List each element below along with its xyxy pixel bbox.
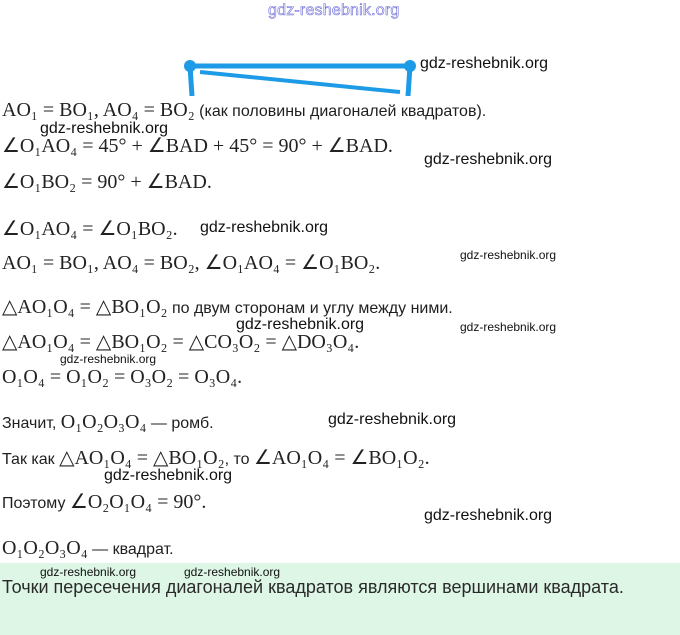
proof-line-2 (2, 136, 393, 158)
text-fragment: Так как (2, 451, 60, 468)
figure-vertex-right (404, 60, 416, 72)
figure-fragment (180, 56, 430, 96)
watermark: gdz-reshebnik.org (236, 316, 365, 333)
text-fragment: Значит, (2, 415, 61, 432)
math-expr: AO₁ = BO₁, AO₄ = BO₂, ∠O₁AO₄ = ∠O₁BO₂. (2, 252, 381, 274)
text-fragment: — ромб. (146, 415, 214, 432)
math-expr: ∠O₁AO₄ = ∠O₁BO₂. (2, 218, 178, 240)
figure-vertex-left (184, 60, 196, 72)
text-fragment: (как половины диагоналей квадратов). (194, 103, 487, 120)
watermark: gdz-reshebnik.org (40, 120, 169, 137)
text-fragment: по двум сторонам и углу между ними. (167, 300, 453, 317)
watermark: gdz-reshebnik.org (60, 352, 157, 366)
math-expr: ∠O₁AO₄ = 45° + ∠BAD + 45° = 90° + ∠BAD. (2, 135, 393, 157)
math-expr: ∠AO₁O₄ = ∠BO₁O₂. (253, 447, 430, 469)
math-expr: △AO₁O₄ = △BO₁O₂ (59, 447, 225, 469)
proof-line-5 (2, 253, 380, 275)
proof-line-4 (2, 219, 178, 241)
math-expr: AO₁ = BO₁, AO₄ = BO₂ (2, 99, 195, 121)
proof-line-11 (2, 492, 206, 514)
watermark: gdz-reshebnik.org (328, 411, 457, 428)
watermark: gdz-reshebnik.org (424, 507, 553, 524)
proof-line-6 (2, 297, 453, 319)
math-expr: O₁O₄ = O₁O₂ = O₃O₂ = O₃O₄. (2, 366, 243, 388)
proof-line-8 (2, 367, 242, 389)
text-fragment: , то (224, 451, 254, 468)
watermark: gdz-reshebnik.org (104, 467, 233, 484)
proof-line-9 (2, 412, 214, 434)
watermark-top: gdz-reshebnik.org (268, 2, 400, 19)
proof-line-7 (2, 332, 359, 354)
proof-line-3 (2, 172, 212, 194)
watermark: gdz-reshebnik.org (420, 55, 549, 72)
math-expr: ∠O₂O₁O₄ = 90°. (69, 491, 207, 513)
text-fragment: — квадрат. (87, 541, 174, 558)
watermark: gdz-reshebnik.org (200, 219, 329, 236)
math-expr: ∠O₁BO₂ = 90° + ∠BAD. (2, 171, 212, 193)
watermark: gdz-reshebnik.org (40, 565, 137, 579)
math-expr: △AO₁O₄ = △BO₁O₂ = △CO₃O₂ = △DO₃O₄. (2, 331, 360, 353)
proof-line-1 (2, 100, 486, 122)
figure-inner-line (200, 72, 400, 92)
answer-text: Точки пересечения диагоналей квадратов являются вершинами квадрата. (2, 577, 624, 597)
watermark: gdz-reshebnik.org (460, 320, 557, 334)
watermark: gdz-reshebnik.org (460, 248, 557, 262)
text-fragment: Поэтому (2, 495, 70, 512)
proof-line-12 (2, 538, 174, 560)
watermark: gdz-reshebnik.org (184, 565, 281, 579)
math-expr: O₁O₂O₃O₄ (60, 411, 147, 433)
math-expr: △AO₁O₄ = △BO₁O₂ (2, 296, 168, 318)
watermark: gdz-reshebnik.org (424, 151, 553, 168)
math-expr: O₁O₂O₃O₄ (2, 537, 88, 559)
